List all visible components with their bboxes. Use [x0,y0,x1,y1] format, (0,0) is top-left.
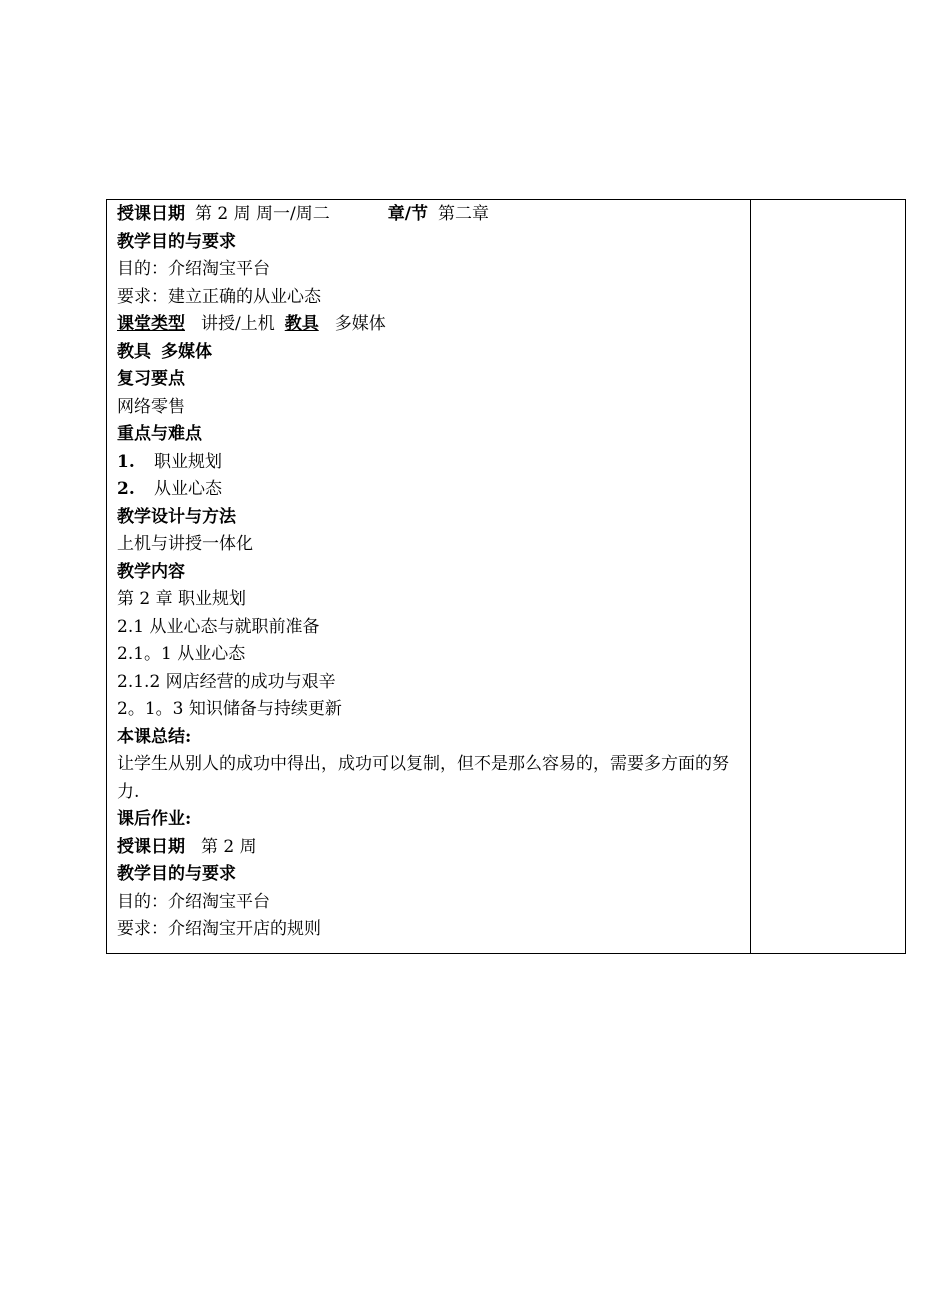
list-item [117,449,740,477]
date-value: 第 2 周 周一/周二 [195,204,330,224]
lesson-plan-main-cell [107,200,751,953]
key-points-heading: 重点与难点 [117,424,202,444]
tool-label: 教具 [284,314,319,334]
class-type-line [117,311,740,339]
content-line: 第 2 章 职业规划 [117,589,247,609]
class-type-label: 课堂类型 [117,314,185,334]
next-date-value: 第 2 周 [201,836,257,857]
list-item-number: 1. [117,451,135,472]
next-goal-heading: 教学目的与要求 [117,864,236,884]
next-requirement: 要求：介绍淘宝开店的规则 [117,919,321,939]
tools-line-label: 教具 [117,341,151,362]
content-line: 2.1。1 从业心态 [117,644,246,664]
list-item-text: 职业规划 [154,451,222,472]
goal-purpose: 目的：介绍淘宝平台 [117,259,270,279]
homework-heading: 课后作业: [117,809,192,829]
summary-heading: 本课总结: [117,726,192,747]
goal-heading: 教学目的与要求 [117,231,236,252]
content-heading: 教学内容 [117,561,185,582]
chapter-label: 章/节 [387,204,428,224]
lesson-plan-table [106,199,906,954]
design-heading: 教学设计与方法 [117,506,236,527]
content-line: 2.1.2 网店经营的成功与艰辛 [117,671,336,692]
tools-line [117,339,740,367]
content-line: 2。1。3 知识储备与持续更新 [117,699,342,719]
header-line [117,201,740,229]
class-type-value: 讲授/上机 [201,314,275,334]
summary-text: 让学生从别人的成功中得出，成功可以复制，但不是那么容易的，需要多方面的努力. [117,754,729,802]
next-purpose: 目的：介绍淘宝平台 [117,891,270,912]
design-text: 上机与讲授一体化 [117,534,253,554]
review-heading: 复习要点 [117,369,185,389]
review-text: 网络零售 [117,396,185,417]
list-item [117,476,740,504]
lesson-plan-side-cell [751,200,905,953]
list-item-text: 从业心态 [154,479,222,499]
goal-requirement: 要求：建立正确的从业心态 [117,286,321,307]
tools-line-value: 多媒体 [161,341,212,362]
list-item-number: 2. [117,479,135,499]
next-date-line [117,834,740,862]
date-label: 授课日期 [117,204,185,224]
chapter-value: 第二章 [437,204,489,224]
tool-value: 多媒体 [334,314,386,334]
content-line: 2.1 从业心态与就职前准备 [117,616,320,637]
next-date-label: 授课日期 [117,836,185,857]
